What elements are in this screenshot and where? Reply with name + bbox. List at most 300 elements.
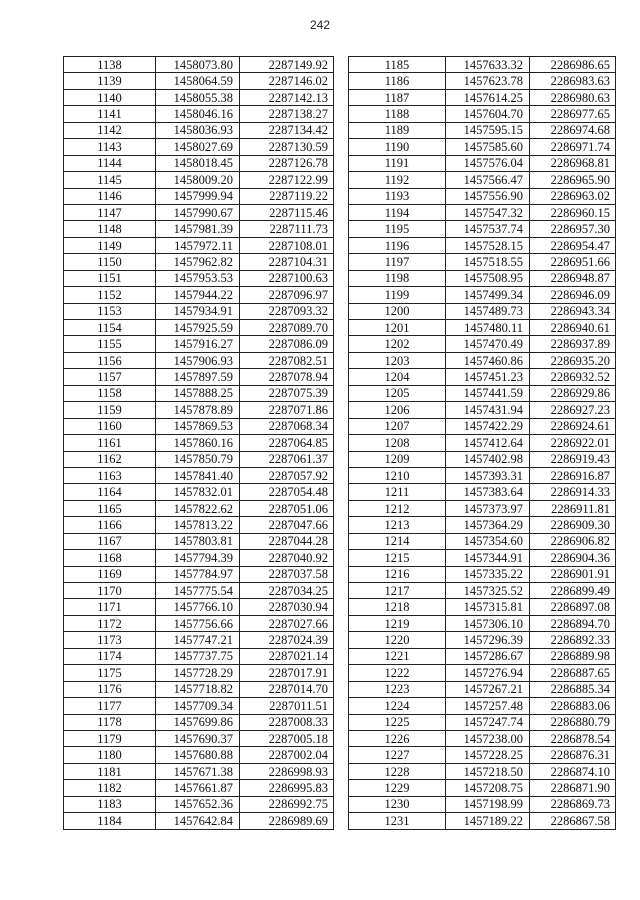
table-row — [349, 204, 616, 220]
x-coordinate-cell: 1457775.54 — [156, 583, 240, 599]
x-coordinate-cell: 1457671.38 — [156, 763, 240, 779]
y-coordinate-cell: 2287126.78 — [240, 155, 334, 171]
table-row — [64, 270, 334, 286]
x-coordinate-cell: 1457699.86 — [156, 714, 240, 730]
table-row — [64, 172, 334, 188]
table-row — [349, 599, 616, 615]
table-row — [64, 780, 334, 796]
x-coordinate-cell: 1457238.00 — [446, 730, 530, 746]
point-number-cell: 1176 — [64, 681, 156, 697]
y-coordinate-cell: 2287051.06 — [240, 500, 334, 516]
x-coordinate-cell: 1457860.16 — [156, 435, 240, 451]
y-coordinate-cell: 2287100.63 — [240, 270, 334, 286]
point-number-cell: 1157 — [64, 369, 156, 385]
y-coordinate-cell: 2286878.54 — [530, 730, 616, 746]
x-coordinate-cell: 1457916.27 — [156, 336, 240, 352]
table-row — [349, 237, 616, 253]
point-number-cell: 1160 — [64, 418, 156, 434]
table-row — [64, 632, 334, 648]
table-row — [349, 57, 616, 73]
table-row — [64, 615, 334, 631]
point-number-cell: 1199 — [349, 287, 446, 303]
y-coordinate-cell: 2286957.30 — [530, 221, 616, 237]
y-coordinate-cell: 2286909.30 — [530, 517, 616, 533]
point-number-cell: 1190 — [349, 139, 446, 155]
table-row — [349, 139, 616, 155]
y-coordinate-cell: 2286986.65 — [530, 57, 616, 73]
y-coordinate-cell: 2287146.02 — [240, 73, 334, 89]
x-coordinate-cell: 1457325.52 — [446, 583, 530, 599]
table-row — [64, 237, 334, 253]
x-coordinate-cell: 1457878.89 — [156, 402, 240, 418]
point-number-cell: 1231 — [349, 813, 446, 829]
x-coordinate-cell: 1457709.34 — [156, 698, 240, 714]
point-number-cell: 1177 — [64, 698, 156, 714]
y-coordinate-cell: 2287111.73 — [240, 221, 334, 237]
y-coordinate-cell: 2286968.81 — [530, 155, 616, 171]
table-row — [349, 648, 616, 664]
x-coordinate-cell: 1457393.31 — [446, 467, 530, 483]
table-row — [349, 632, 616, 648]
table-row — [64, 221, 334, 237]
x-coordinate-cell: 1457315.81 — [446, 599, 530, 615]
x-coordinate-cell: 1457198.99 — [446, 796, 530, 812]
x-coordinate-cell: 1457623.78 — [446, 73, 530, 89]
point-number-cell: 1158 — [64, 385, 156, 401]
point-number-cell: 1151 — [64, 270, 156, 286]
table-row — [64, 681, 334, 697]
y-coordinate-cell: 2287149.92 — [240, 57, 334, 73]
x-coordinate-cell: 1457642.84 — [156, 813, 240, 829]
point-number-cell: 1229 — [349, 780, 446, 796]
point-number-cell: 1167 — [64, 533, 156, 549]
table-row — [64, 566, 334, 582]
point-number-cell: 1156 — [64, 352, 156, 368]
table-row — [64, 583, 334, 599]
y-coordinate-cell: 2286867.58 — [530, 813, 616, 829]
table-row — [349, 763, 616, 779]
x-coordinate-cell: 1457981.39 — [156, 221, 240, 237]
table-row — [64, 418, 334, 434]
y-coordinate-cell: 2286874.10 — [530, 763, 616, 779]
table-row — [349, 747, 616, 763]
table-row — [349, 320, 616, 336]
x-coordinate-cell: 1457422.29 — [446, 418, 530, 434]
point-number-cell: 1179 — [64, 730, 156, 746]
table-row — [64, 467, 334, 483]
point-number-cell: 1169 — [64, 566, 156, 582]
table-row — [64, 106, 334, 122]
y-coordinate-cell: 2287014.70 — [240, 681, 334, 697]
table-row — [349, 533, 616, 549]
table-row — [64, 730, 334, 746]
point-number-cell: 1201 — [349, 320, 446, 336]
table-row — [64, 533, 334, 549]
page-number: 242 — [309, 18, 331, 32]
table-row — [64, 139, 334, 155]
x-coordinate-cell: 1458064.59 — [156, 73, 240, 89]
x-coordinate-cell: 1457508.95 — [446, 270, 530, 286]
x-coordinate-cell: 1457585.60 — [446, 139, 530, 155]
point-number-cell: 1196 — [349, 237, 446, 253]
y-coordinate-cell: 2286992.75 — [240, 796, 334, 812]
y-coordinate-cell: 2286960.15 — [530, 204, 616, 220]
point-number-cell: 1171 — [64, 599, 156, 615]
y-coordinate-cell: 2286927.23 — [530, 402, 616, 418]
x-coordinate-cell: 1457364.29 — [446, 517, 530, 533]
y-coordinate-cell: 2286948.87 — [530, 270, 616, 286]
x-coordinate-cell: 1457728.29 — [156, 665, 240, 681]
x-coordinate-cell: 1457556.90 — [446, 188, 530, 204]
table-row — [349, 698, 616, 714]
point-number-cell: 1181 — [64, 763, 156, 779]
y-coordinate-cell: 2286869.73 — [530, 796, 616, 812]
x-coordinate-cell: 1457257.48 — [446, 698, 530, 714]
x-coordinate-cell: 1457999.94 — [156, 188, 240, 204]
y-coordinate-cell: 2287089.70 — [240, 320, 334, 336]
point-number-cell: 1197 — [349, 254, 446, 270]
table-row — [64, 287, 334, 303]
point-number-cell: 1152 — [64, 287, 156, 303]
y-coordinate-cell: 2287115.46 — [240, 204, 334, 220]
x-coordinate-cell: 1457576.04 — [446, 155, 530, 171]
point-number-cell: 1213 — [349, 517, 446, 533]
x-coordinate-cell: 1457218.50 — [446, 763, 530, 779]
table-row — [349, 270, 616, 286]
y-coordinate-cell: 2286876.31 — [530, 747, 616, 763]
y-coordinate-cell: 2287082.51 — [240, 352, 334, 368]
point-number-cell: 1207 — [349, 418, 446, 434]
table-row — [349, 435, 616, 451]
table-row — [64, 714, 334, 730]
x-coordinate-cell: 1457247.74 — [446, 714, 530, 730]
x-coordinate-cell: 1457189.22 — [446, 813, 530, 829]
point-number-cell: 1141 — [64, 106, 156, 122]
x-coordinate-cell: 1457841.40 — [156, 467, 240, 483]
y-coordinate-cell: 2287044.28 — [240, 533, 334, 549]
y-coordinate-cell: 2286946.09 — [530, 287, 616, 303]
point-number-cell: 1178 — [64, 714, 156, 730]
table-row — [64, 500, 334, 516]
y-coordinate-cell: 2287071.86 — [240, 402, 334, 418]
table-row — [349, 517, 616, 533]
table-row — [64, 813, 334, 829]
y-coordinate-cell: 2286940.61 — [530, 320, 616, 336]
coordinate-table-right-body — [349, 57, 616, 830]
y-coordinate-cell: 2286971.74 — [530, 139, 616, 155]
table-row — [64, 122, 334, 138]
table-row — [64, 188, 334, 204]
point-number-cell: 1195 — [349, 221, 446, 237]
x-coordinate-cell: 1458027.69 — [156, 139, 240, 155]
x-coordinate-cell: 1457756.66 — [156, 615, 240, 631]
x-coordinate-cell: 1457652.36 — [156, 796, 240, 812]
y-coordinate-cell: 2286998.93 — [240, 763, 334, 779]
table-row — [349, 665, 616, 681]
y-coordinate-cell: 2287061.37 — [240, 451, 334, 467]
table-row — [349, 369, 616, 385]
y-coordinate-cell: 2287093.32 — [240, 303, 334, 319]
x-coordinate-cell: 1457680.88 — [156, 747, 240, 763]
table-row — [64, 665, 334, 681]
x-coordinate-cell: 1457934.91 — [156, 303, 240, 319]
point-number-cell: 1228 — [349, 763, 446, 779]
table-row — [349, 681, 616, 697]
y-coordinate-cell: 2287054.48 — [240, 484, 334, 500]
point-number-cell: 1210 — [349, 467, 446, 483]
point-number-cell: 1165 — [64, 500, 156, 516]
coordinate-table-left-body — [64, 57, 334, 830]
y-coordinate-cell: 2286906.82 — [530, 533, 616, 549]
point-number-cell: 1222 — [349, 665, 446, 681]
x-coordinate-cell: 1457383.64 — [446, 484, 530, 500]
point-number-cell: 1219 — [349, 615, 446, 631]
x-coordinate-cell: 1457489.73 — [446, 303, 530, 319]
point-number-cell: 1149 — [64, 237, 156, 253]
x-coordinate-cell: 1457925.59 — [156, 320, 240, 336]
y-coordinate-cell: 2287005.18 — [240, 730, 334, 746]
table-row — [64, 336, 334, 352]
table-row — [64, 550, 334, 566]
point-number-cell: 1191 — [349, 155, 446, 171]
y-coordinate-cell: 2286951.66 — [530, 254, 616, 270]
point-number-cell: 1166 — [64, 517, 156, 533]
x-coordinate-cell: 1457944.22 — [156, 287, 240, 303]
x-coordinate-cell: 1457906.93 — [156, 352, 240, 368]
y-coordinate-cell: 2286974.68 — [530, 122, 616, 138]
point-number-cell: 1227 — [349, 747, 446, 763]
table-row — [64, 320, 334, 336]
x-coordinate-cell: 1457228.25 — [446, 747, 530, 763]
x-coordinate-cell: 1457306.10 — [446, 615, 530, 631]
point-number-cell: 1162 — [64, 451, 156, 467]
y-coordinate-cell: 2287138.27 — [240, 106, 334, 122]
table-row — [349, 730, 616, 746]
point-number-cell: 1194 — [349, 204, 446, 220]
x-coordinate-cell: 1457537.74 — [446, 221, 530, 237]
y-coordinate-cell: 2287047.66 — [240, 517, 334, 533]
point-number-cell: 1218 — [349, 599, 446, 615]
x-coordinate-cell: 1457803.81 — [156, 533, 240, 549]
point-number-cell: 1173 — [64, 632, 156, 648]
x-coordinate-cell: 1458009.20 — [156, 172, 240, 188]
table-row — [64, 369, 334, 385]
x-coordinate-cell: 1457296.39 — [446, 632, 530, 648]
y-coordinate-cell: 2287011.51 — [240, 698, 334, 714]
x-coordinate-cell: 1457344.91 — [446, 550, 530, 566]
x-coordinate-cell: 1457604.70 — [446, 106, 530, 122]
point-number-cell: 1192 — [349, 172, 446, 188]
table-row — [64, 402, 334, 418]
table-row — [349, 402, 616, 418]
x-coordinate-cell: 1457822.62 — [156, 500, 240, 516]
table-row — [349, 89, 616, 105]
x-coordinate-cell: 1457431.94 — [446, 402, 530, 418]
point-number-cell: 1211 — [349, 484, 446, 500]
y-coordinate-cell: 2286935.20 — [530, 352, 616, 368]
point-number-cell: 1147 — [64, 204, 156, 220]
x-coordinate-cell: 1457480.11 — [446, 320, 530, 336]
y-coordinate-cell: 2286916.87 — [530, 467, 616, 483]
table-row — [64, 57, 334, 73]
table-row — [64, 484, 334, 500]
y-coordinate-cell: 2286963.02 — [530, 188, 616, 204]
table-row — [64, 451, 334, 467]
y-coordinate-cell: 2286871.90 — [530, 780, 616, 796]
point-number-cell: 1217 — [349, 583, 446, 599]
table-row — [349, 484, 616, 500]
point-number-cell: 1189 — [349, 122, 446, 138]
x-coordinate-cell: 1457832.01 — [156, 484, 240, 500]
x-coordinate-cell: 1457850.79 — [156, 451, 240, 467]
point-number-cell: 1187 — [349, 89, 446, 105]
table-row — [349, 172, 616, 188]
table-row — [349, 615, 616, 631]
y-coordinate-cell: 2286995.83 — [240, 780, 334, 796]
x-coordinate-cell: 1457451.23 — [446, 369, 530, 385]
table-row — [64, 352, 334, 368]
point-number-cell: 1144 — [64, 155, 156, 171]
point-number-cell: 1184 — [64, 813, 156, 829]
y-coordinate-cell: 2286989.69 — [240, 813, 334, 829]
table-row — [64, 763, 334, 779]
table-row — [349, 336, 616, 352]
point-number-cell: 1185 — [349, 57, 446, 73]
y-coordinate-cell: 2286885.34 — [530, 681, 616, 697]
table-row — [64, 796, 334, 812]
x-coordinate-cell: 1457441.59 — [446, 385, 530, 401]
y-coordinate-cell: 2287119.22 — [240, 188, 334, 204]
point-number-cell: 1146 — [64, 188, 156, 204]
point-number-cell: 1139 — [64, 73, 156, 89]
y-coordinate-cell: 2286887.65 — [530, 665, 616, 681]
x-coordinate-cell: 1457373.97 — [446, 500, 530, 516]
coordinate-table-left — [63, 56, 334, 830]
y-coordinate-cell: 2286892.33 — [530, 632, 616, 648]
y-coordinate-cell: 2287057.92 — [240, 467, 334, 483]
point-number-cell: 1155 — [64, 336, 156, 352]
table-row — [349, 254, 616, 270]
point-number-cell: 1170 — [64, 583, 156, 599]
point-number-cell: 1204 — [349, 369, 446, 385]
y-coordinate-cell: 2287108.01 — [240, 237, 334, 253]
x-coordinate-cell: 1457747.21 — [156, 632, 240, 648]
table-row — [349, 188, 616, 204]
point-number-cell: 1205 — [349, 385, 446, 401]
y-coordinate-cell: 2286932.52 — [530, 369, 616, 385]
y-coordinate-cell: 2287122.99 — [240, 172, 334, 188]
point-number-cell: 1172 — [64, 615, 156, 631]
x-coordinate-cell: 1458036.93 — [156, 122, 240, 138]
x-coordinate-cell: 1457499.34 — [446, 287, 530, 303]
y-coordinate-cell: 2286924.61 — [530, 418, 616, 434]
x-coordinate-cell: 1457690.37 — [156, 730, 240, 746]
y-coordinate-cell: 2287017.91 — [240, 665, 334, 681]
point-number-cell: 1138 — [64, 57, 156, 73]
x-coordinate-cell: 1457412.64 — [446, 435, 530, 451]
table-row — [64, 254, 334, 270]
x-coordinate-cell: 1457470.49 — [446, 336, 530, 352]
point-number-cell: 1164 — [64, 484, 156, 500]
point-number-cell: 1143 — [64, 139, 156, 155]
x-coordinate-cell: 1457972.11 — [156, 237, 240, 253]
y-coordinate-cell: 2286883.06 — [530, 698, 616, 714]
point-number-cell: 1198 — [349, 270, 446, 286]
x-coordinate-cell: 1457661.87 — [156, 780, 240, 796]
table-row — [349, 566, 616, 582]
point-number-cell: 1200 — [349, 303, 446, 319]
point-number-cell: 1154 — [64, 320, 156, 336]
y-coordinate-cell: 2287130.59 — [240, 139, 334, 155]
table-row — [349, 780, 616, 796]
y-coordinate-cell: 2286904.36 — [530, 550, 616, 566]
point-number-cell: 1186 — [349, 73, 446, 89]
x-coordinate-cell: 1457614.25 — [446, 89, 530, 105]
x-coordinate-cell: 1458046.16 — [156, 106, 240, 122]
table-row — [64, 747, 334, 763]
y-coordinate-cell: 2286929.86 — [530, 385, 616, 401]
y-coordinate-cell: 2286889.98 — [530, 648, 616, 664]
table-row — [349, 352, 616, 368]
table-row — [64, 155, 334, 171]
table-row — [349, 467, 616, 483]
y-coordinate-cell: 2287064.85 — [240, 435, 334, 451]
y-coordinate-cell: 2286897.08 — [530, 599, 616, 615]
y-coordinate-cell: 2286937.89 — [530, 336, 616, 352]
y-coordinate-cell: 2286965.90 — [530, 172, 616, 188]
y-coordinate-cell: 2287134.42 — [240, 122, 334, 138]
y-coordinate-cell: 2286901.91 — [530, 566, 616, 582]
table-row — [349, 122, 616, 138]
x-coordinate-cell: 1457528.15 — [446, 237, 530, 253]
point-number-cell: 1225 — [349, 714, 446, 730]
y-coordinate-cell: 2286922.01 — [530, 435, 616, 451]
table-row — [349, 813, 616, 829]
y-coordinate-cell: 2286880.79 — [530, 714, 616, 730]
y-coordinate-cell: 2287104.31 — [240, 254, 334, 270]
y-coordinate-cell: 2287142.13 — [240, 89, 334, 105]
table-row — [64, 385, 334, 401]
table-row — [64, 599, 334, 615]
y-coordinate-cell: 2286983.63 — [530, 73, 616, 89]
point-number-cell: 1174 — [64, 648, 156, 664]
table-row — [64, 303, 334, 319]
y-coordinate-cell: 2286977.65 — [530, 106, 616, 122]
y-coordinate-cell: 2287086.09 — [240, 336, 334, 352]
x-coordinate-cell: 1457547.32 — [446, 204, 530, 220]
x-coordinate-cell: 1457990.67 — [156, 204, 240, 220]
table-row — [64, 73, 334, 89]
y-coordinate-cell: 2286911.81 — [530, 500, 616, 516]
table-row — [349, 73, 616, 89]
point-number-cell: 1159 — [64, 402, 156, 418]
x-coordinate-cell: 1458018.45 — [156, 155, 240, 171]
x-coordinate-cell: 1457354.60 — [446, 533, 530, 549]
point-number-cell: 1203 — [349, 352, 446, 368]
table-row — [349, 221, 616, 237]
y-coordinate-cell: 2287030.94 — [240, 599, 334, 615]
point-number-cell: 1216 — [349, 566, 446, 582]
table-row — [64, 435, 334, 451]
x-coordinate-cell: 1458055.38 — [156, 89, 240, 105]
point-number-cell: 1220 — [349, 632, 446, 648]
x-coordinate-cell: 1457276.94 — [446, 665, 530, 681]
x-coordinate-cell: 1457784.97 — [156, 566, 240, 582]
table-row — [64, 517, 334, 533]
x-coordinate-cell: 1457766.10 — [156, 599, 240, 615]
y-coordinate-cell: 2286914.33 — [530, 484, 616, 500]
y-coordinate-cell: 2287078.94 — [240, 369, 334, 385]
